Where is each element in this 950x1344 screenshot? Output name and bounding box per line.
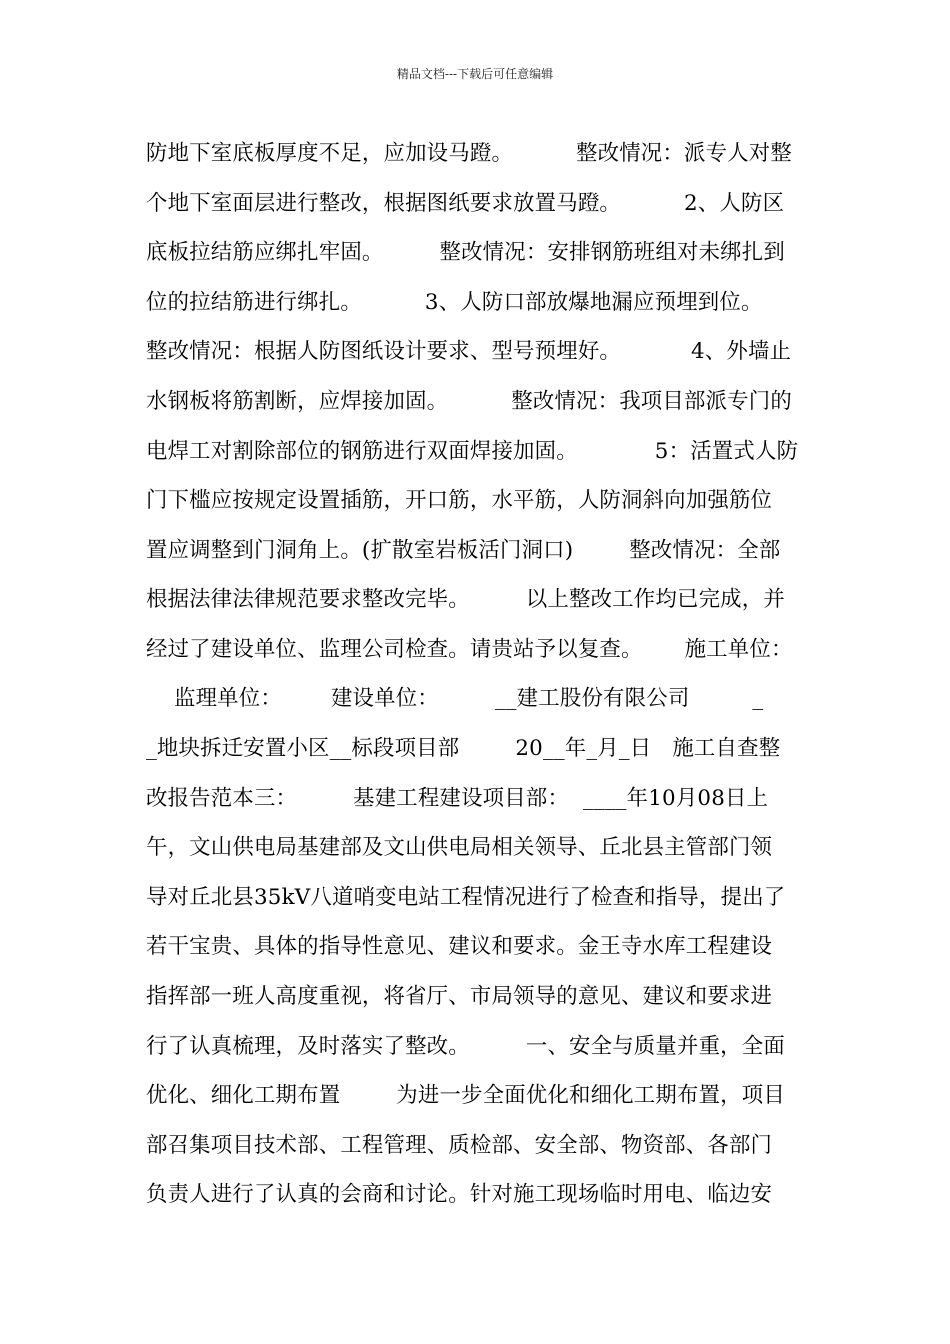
text-line: 防地下室底板厚度不足，应加设马蹬。 整改情况：派专人对整: [146, 141, 792, 166]
text-line: 优化、细化工期布置 为进一步全面优化和细化工期布置，项目: [146, 1083, 785, 1108]
page-header: 精品文档---下载后可任意编辑: [396, 67, 554, 81]
text-line: 经过了建设单位、监理公司检查。请贵站予以复查。 施工单位：: [146, 637, 793, 662]
text-line: 改报告范本三： 基建工程建设项目部： ____年10月08日上: [146, 786, 769, 811]
text-line: 位的拉结筋进行绑扎。 3、人防口部放爆地漏应预埋到位。: [146, 290, 763, 315]
text-line: 电焊工对割除部位的钢筋进行双面焊接加固。 5：活置式人防: [146, 439, 799, 464]
text-line: 整改情况：根据人防图纸设计要求、型号预埋好。 4、外墙止: [146, 339, 792, 364]
text-line: 若干宝贵、具体的指导性意见、建议和要求。金王寺水库工程建设: [146, 934, 773, 959]
text-line: 负责人进行了认真的会商和讨论。针对施工现场临时用电、临边安: [146, 1182, 773, 1207]
text-line: 置应调整到门洞角上。(扩散室岩板活门洞口) 整改情况：全部: [146, 538, 781, 563]
text-line: 水钢板将筋割断，应焊接加固。 整改情况：我项目部派专门的: [146, 389, 792, 414]
text-line: 导对丘北县35kV八道哨变电站工程情况进行了检查和指导，提出了: [146, 885, 786, 910]
text-line: 门下槛应按规定设置插筋，开口筋，水平筋，人防洞斜向加强筋位: [146, 488, 773, 513]
text-line: 底板拉结筋应绑扎牢固。 整改情况：安排钢筋班组对未绑扎到: [146, 240, 785, 265]
text-line: 部召集项目技术部、工程管理、质检部、安全部、物资部、各部门: [146, 1133, 773, 1158]
text-line: 根据法律法律规范要求整改完毕。 以上整改工作均已完成，并: [146, 587, 785, 612]
text-line: 行了认真梳理，及时落实了整改。 一、安全与质量并重，全面: [146, 1034, 785, 1059]
text-line: 监理单位： 建设单位： __建工股份有限公司 _: [146, 686, 764, 711]
text-line: 午，文山供电局基建部及文山供电局相关领导、丘北县主管部门领: [146, 835, 773, 860]
text-line: 指挥部一班人高度重视，将省厅、市局领导的意见、建议和要求进: [146, 984, 773, 1009]
text-line: _地块拆迁安置小区__标段项目部 20__年_月_日 施工自查整: [146, 736, 781, 761]
text-line: 个地下室面层进行整改，根据图纸要求放置马蹬。 2、人防区: [146, 191, 785, 216]
